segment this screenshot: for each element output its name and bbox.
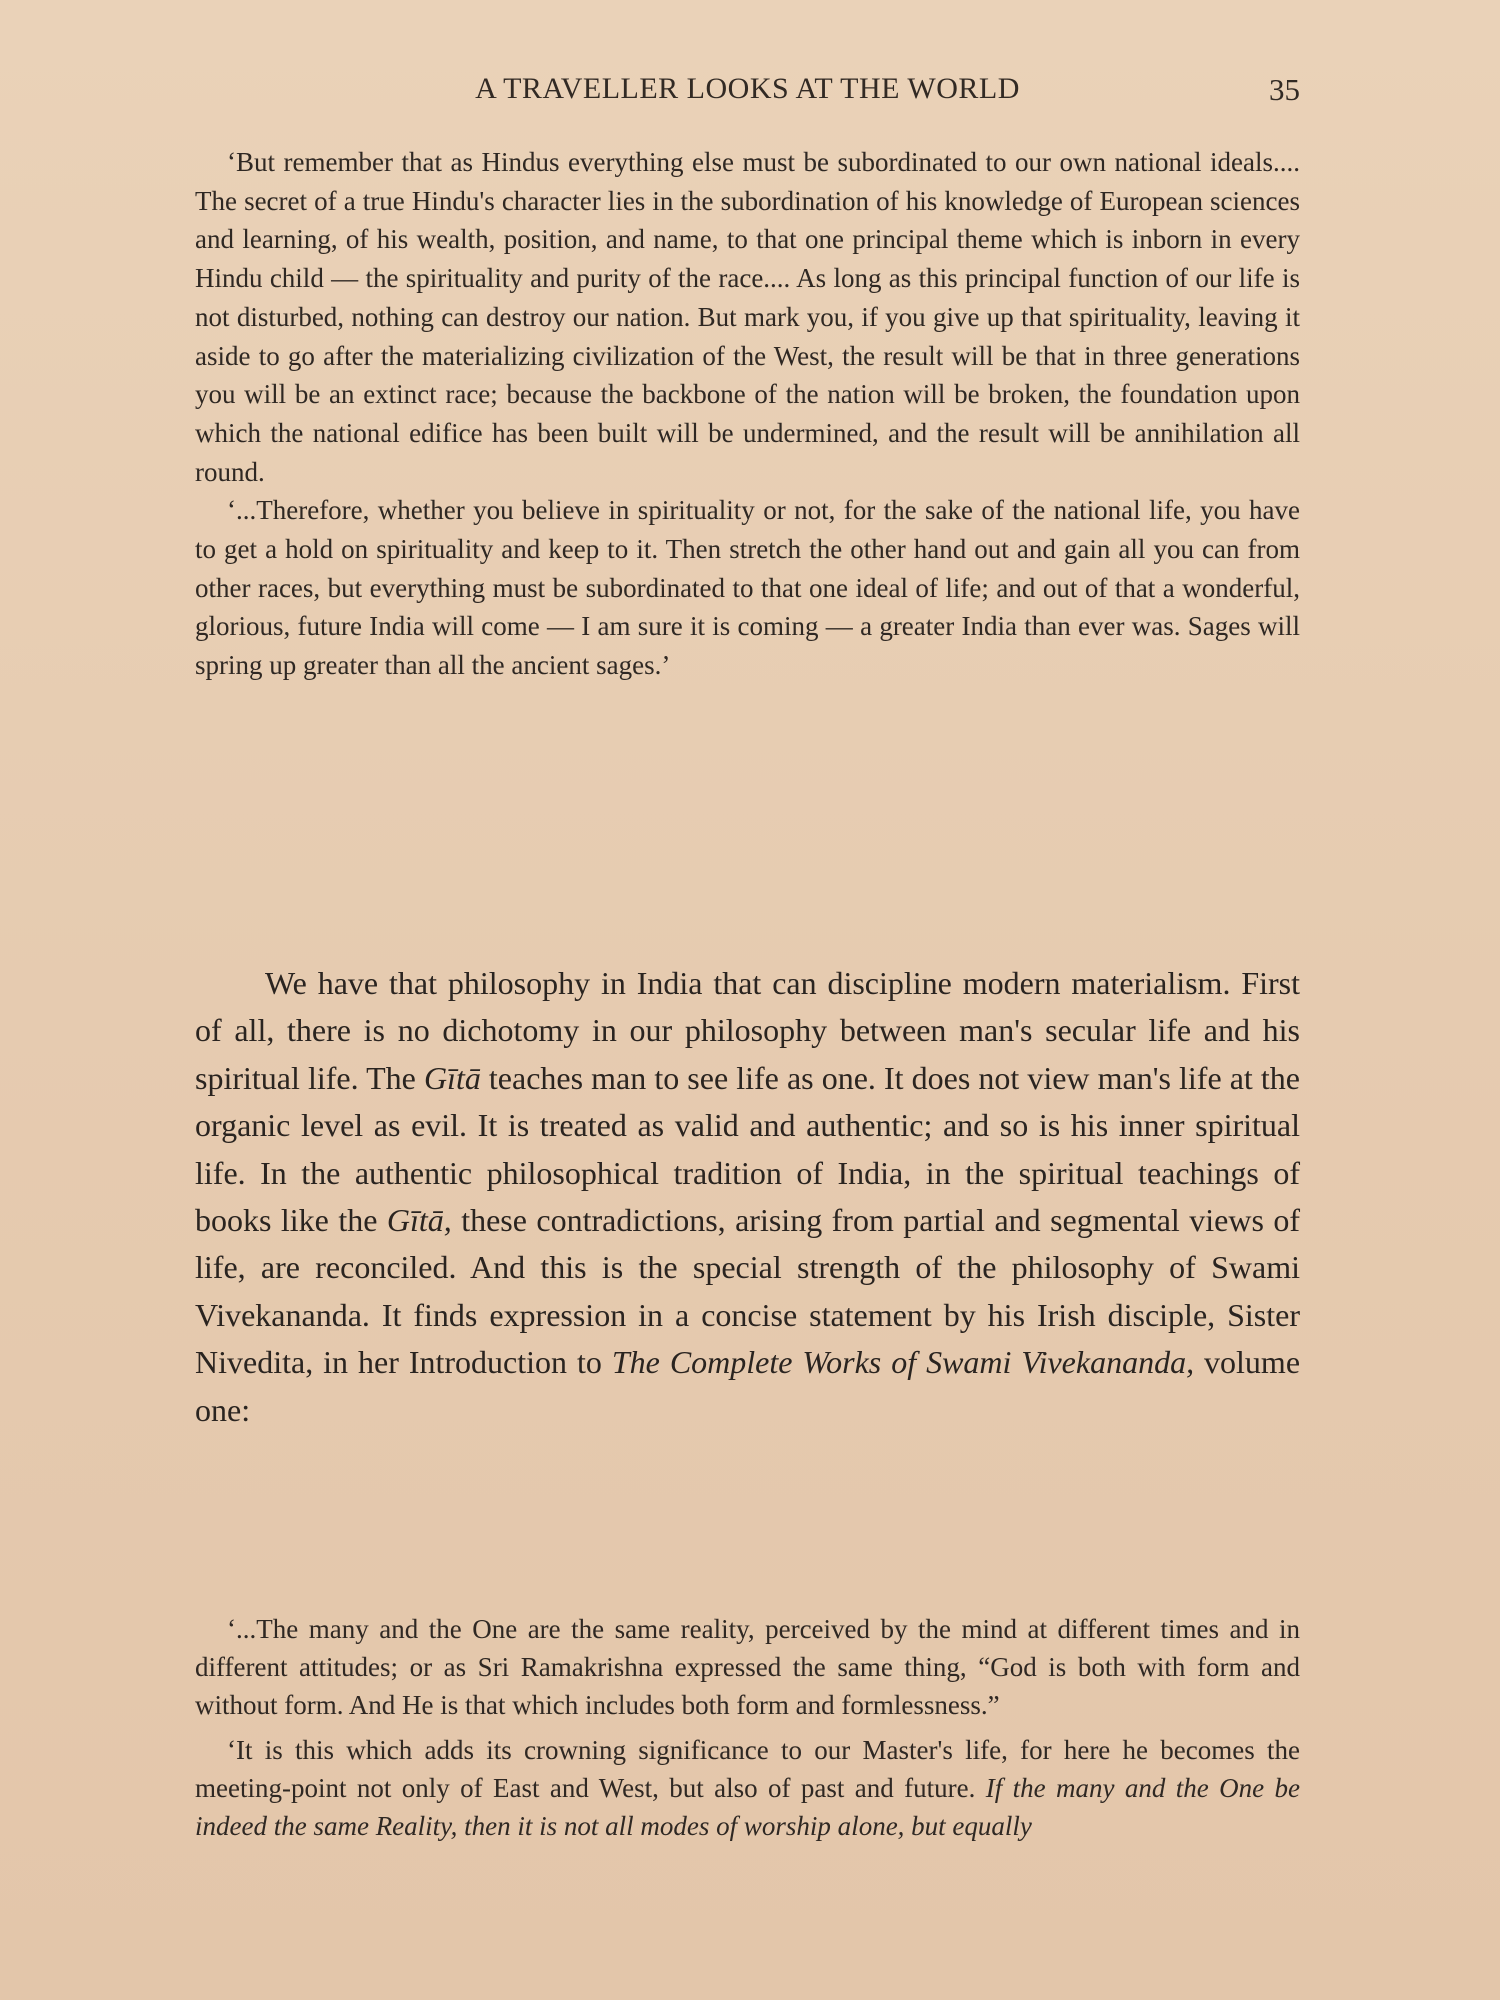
quote-paragraph — [195, 1731, 1300, 1846]
body-paragraph — [195, 960, 1300, 1434]
quote-paragraph: ‘But remember that as Hindus everything else must be subordinated to our own national ideals.... The secret of a true Hindu's character lies in the subordination of his knowledge of European sciences and learning, of his wealth, position, and name, to that one principal theme which is inborn in every Hindu child — the spirituality and purity of the race.... As long as this principal function of our life is not disturbed, nothing can destroy our nation. But mark you, if you give up that spirituality, leaving it aside to go after the materializing civilization of the West, the result will be that in three generations you will be an extinct race; because the backbone of the nation will be broken, the foundation upon which the national edifice has been built will be undermined, and the result will be annihilation all round. — [195, 147, 1300, 487]
body-text — [195, 960, 1300, 1434]
body-text-span: teaches man to see life as one. It does not view man's life at the organic level as evil. It is treated as valid and authentic; and so is his inner spiritual life. In the authentic philosophical tradition of India, in the spiritual teachings of books like the — [195, 1059, 1301, 1239]
body-text-span: volume one: — [195, 1344, 1301, 1428]
running-title: A TRAVELLER LOOKS AT THE WORLD — [475, 72, 1020, 105]
body-text-span: We have that philosophy in India that can discipline modern materialism. First of all, there is no dichotomy in our philosophy between man's secular life and his spiritual life. The — [195, 965, 1300, 1096]
body-text-span: these contradictions, arising from partial and segmental views of life, are reconciled. And this is the special strength of the philosophy of Swami Vivekananda. It finds expression in a concise statement by his Irish disciple, Sister Nivedita, in her Introduction to — [195, 1202, 1301, 1381]
quote-paragraph: ‘...Therefore, whether you believe in spirituality or not, for the sake of the national life, you have to get a hold on spirituality and keep to it. Then stretch the other hand out and gain all you can from other races, but everything must be subordinated to that one ideal of life; and out of that a wonderful, glorious, future India will come — I am sure it is coming — a greater India than ever was. Sages will spring up greater than all the ancient sages.’ — [195, 495, 1300, 681]
block-quote-vivekananda — [195, 143, 1300, 685]
quote-italic-span: If the many and the One be indeed the same Reality, then it is not all modes of worship alone, but equally — [195, 1772, 1300, 1842]
block-quote-nivedita — [195, 1610, 1300, 1845]
gita-title: Gītā, — [386, 1202, 452, 1239]
book-title: The Complete Works of Swami Vivekananda, — [611, 1344, 1195, 1381]
page-header — [195, 72, 1300, 122]
quote-paragraph: ‘...The many and the One are the same reality, perceived by the mind at different times and in different attitudes; or as Sri Ramakrishna expressed the same thing, “God is both with form and without form. And He is that which includes both form and formlessness.” — [195, 1614, 1300, 1721]
page-number: 35 — [1269, 72, 1300, 107]
gita-title: Gītā — [423, 1059, 481, 1096]
quote-text-span: ‘It is this which adds its crowning significance to our Master's life, for here he becomes the meeting-point not only of East and West, but also of past and future. — [195, 1734, 1300, 1803]
